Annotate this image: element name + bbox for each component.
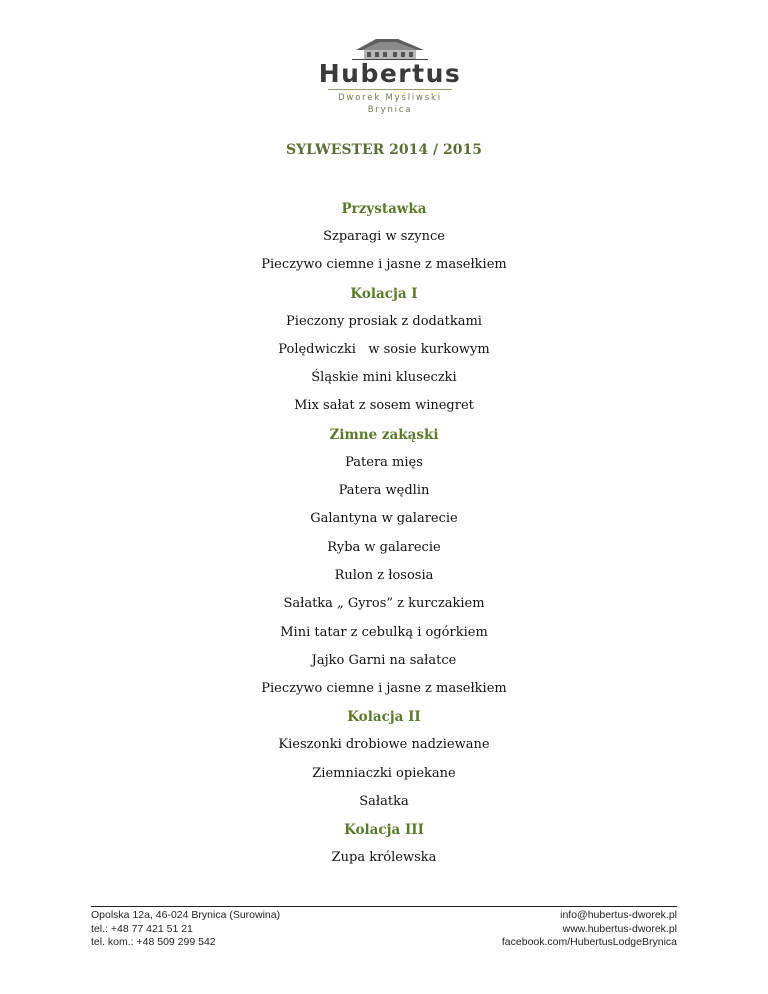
logo [318,36,462,118]
menu-section [0,280,768,421]
document-title: SYLWESTER 2014 / 2015 [286,142,482,158]
brand-location: Brynica [367,105,413,115]
menu [0,195,768,873]
menu-item: Zupa królewska [331,850,437,866]
menu-item: Szparagi w szynce [323,229,445,244]
menu-section [0,703,768,816]
menu-item: Pieczywo ciemne i jasne z masełkiem [261,681,507,697]
menu-item: Ziemniaczki opiekane [312,765,456,781]
menu-section [0,816,768,872]
menu-item: Patera wędlin [338,483,430,499]
footer-facebook[interactable]: facebook.com/HubertusLodgeBrynica [501,936,677,948]
footer-address: Opolska 12a, 46-024 Brynica (Surowina) [91,909,281,921]
menu-section [0,421,768,704]
section-title: Kolacja II [347,709,421,726]
menu-item: Rulon z łososia [334,567,434,583]
footer-contact-right [502,909,677,950]
section-title: Zimne zakąski [329,426,439,443]
section-title: Kolacja I [350,285,418,302]
brand-name: Hubertus [318,59,462,88]
menu-item: Ryba w galarecie [327,539,441,555]
footer-website[interactable]: www.hubertus-dworek.pl [562,922,677,935]
section-title: Kolacja III [344,822,424,839]
lodge-house-icon [352,36,428,60]
footer-contact-left [91,909,280,950]
menu-item: Kieszonki drobiowe nadziewane [278,737,490,753]
logo-divider [328,89,452,90]
menu-item: Galantyna w galarecie [310,511,458,527]
menu-item: Pieczony prosiak z dodatkami [286,313,482,329]
footer-email[interactable]: info@hubertus-dworek.pl [560,909,677,921]
footer-mobile: tel. kom.: +48 509 299 542 [91,936,216,948]
brand-subtitle: Dworek Myśliwski [338,93,442,103]
menu-item: Pieczywo ciemne i jasne z masełkiem [261,257,507,273]
menu-item: Mini tatar z cebulką i ogórkiem [280,624,488,640]
menu-item: Patera mięs [345,454,423,470]
menu-item: Sałatka [359,794,409,810]
menu-section [0,195,768,280]
menu-item: Śląskie mini kluseczki [311,370,457,386]
menu-item: Jajko Garni na sałatce [311,652,457,668]
footer-phone: tel.: +48 77 421 51 21 [91,922,193,935]
menu-item: Sałatka „ Gyros” z kurczakiem [283,596,485,612]
section-title: Przystawka [341,201,427,217]
menu-item: Polędwiczki w sosie kurkowym [278,341,490,357]
footer-divider [91,906,677,907]
menu-item: Mix sałat z sosem winegret [294,398,474,414]
